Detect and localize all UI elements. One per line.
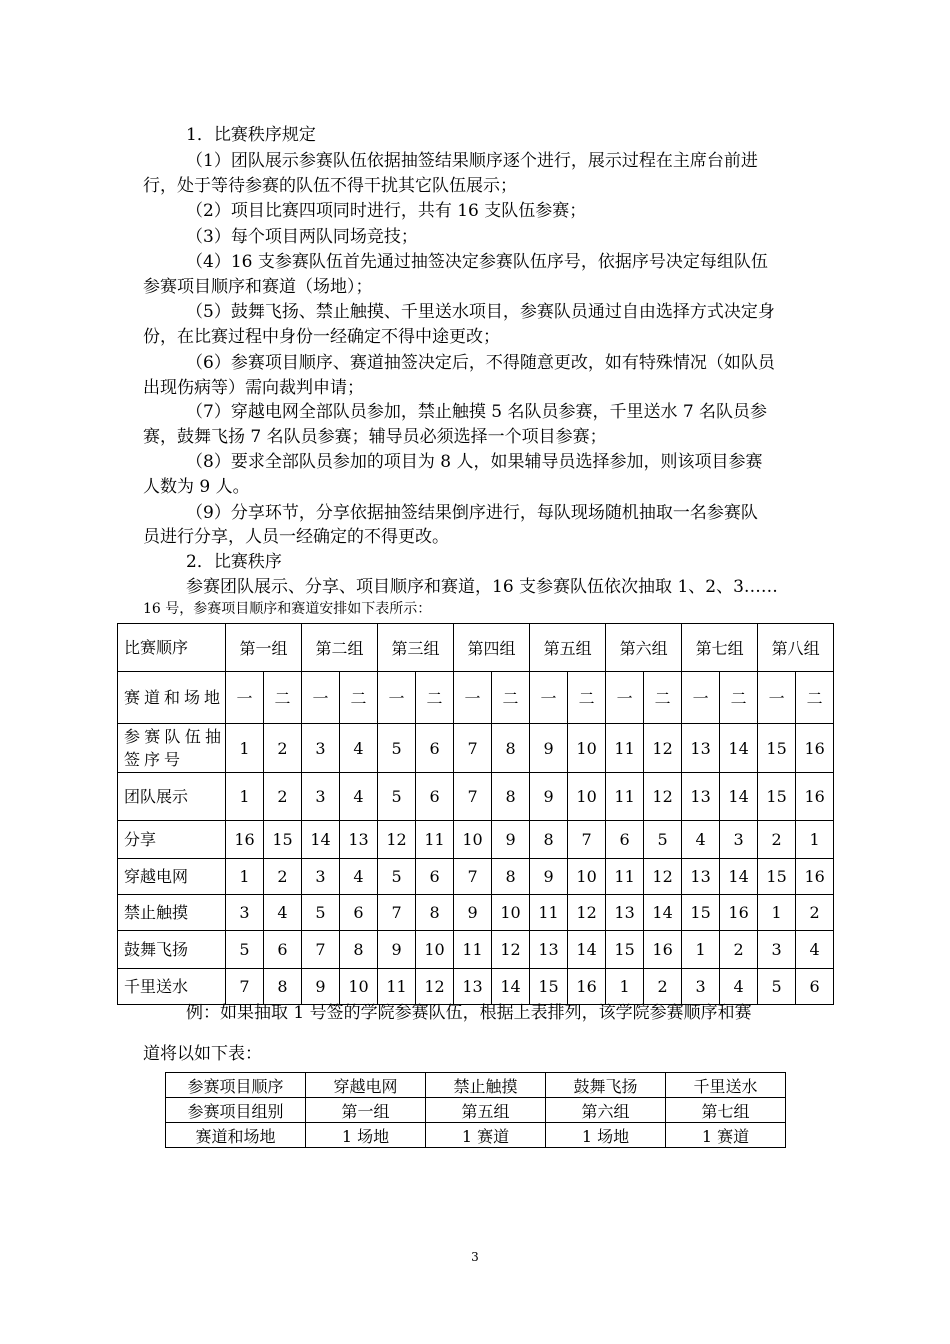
table-cell: 13 [682, 859, 720, 895]
table-cell: 3 [682, 969, 720, 1005]
table-cell: 3 [226, 895, 264, 931]
table-cell: 10 [568, 773, 606, 821]
table-cell: 10 [492, 895, 530, 931]
table-cell: 一 [606, 672, 644, 724]
table-cell: 二 [492, 672, 530, 724]
table-cell: 15 [606, 931, 644, 969]
table-cell: 一 [530, 672, 568, 724]
table-row [118, 724, 834, 773]
table-cell: 11 [454, 931, 492, 969]
paragraph-line: （5）鼓舞飞扬、禁止触摸、千里送水项目，参赛队员通过自由选择方式决定身 [186, 302, 775, 322]
table-cell: 9 [530, 724, 568, 773]
paragraph-line: （3）每个项目两队同场竞技； [186, 227, 418, 247]
table-cell: 10 [568, 859, 606, 895]
example-cell: 参赛项目顺序 [166, 1073, 306, 1098]
table-cell: 6 [416, 724, 454, 773]
table-cell: 一 [758, 672, 796, 724]
table-cell: 7 [302, 931, 340, 969]
table-cell: 13 [682, 724, 720, 773]
table-cell: 7 [454, 724, 492, 773]
table-cell: 2 [796, 895, 834, 931]
table-cell: 14 [720, 724, 758, 773]
table-cell: 16 [644, 931, 682, 969]
table-cell: 2 [264, 724, 302, 773]
table-cell: 4 [340, 859, 378, 895]
table-row [118, 821, 834, 859]
example-table [165, 1072, 786, 1148]
table-cell: 一 [454, 672, 492, 724]
table-cell: 2 [758, 821, 796, 859]
table-cell: 2 [264, 859, 302, 895]
table-cell: 二 [264, 672, 302, 724]
table-cell: 二 [644, 672, 682, 724]
table-cell: 5 [758, 969, 796, 1005]
table-cell: 14 [492, 969, 530, 1005]
paragraph-line: 份，在比赛过程中身份一经确定不得中途更改； [143, 327, 500, 347]
table-cell: 11 [606, 859, 644, 895]
table-cell: 16 [796, 859, 834, 895]
row-label-cell: 团队展示 [118, 773, 226, 821]
table-cell: 6 [416, 773, 454, 821]
group-header-cell: 第五组 [530, 624, 606, 672]
table-cell: 3 [302, 724, 340, 773]
table-cell: 5 [226, 931, 264, 969]
paragraph-line: （8）要求全部队员参加的项目为 8 人，如果辅导员选择参加，则该项目参赛 [186, 452, 763, 472]
table-cell: 9 [530, 859, 568, 895]
table-cell: 2 [720, 931, 758, 969]
table-row [118, 773, 834, 821]
table-cell: 15 [530, 969, 568, 1005]
example-cell: 第一组 [306, 1098, 426, 1123]
table-cell: 8 [492, 859, 530, 895]
table-cell: 7 [226, 969, 264, 1005]
table-cell: 5 [302, 895, 340, 931]
table-cell: 16 [226, 821, 264, 859]
table-cell: 1 [682, 931, 720, 969]
page-number: 3 [471, 1250, 479, 1264]
table-cell: 11 [378, 969, 416, 1005]
table-cell: 8 [530, 821, 568, 859]
table-header-row [118, 624, 834, 672]
schedule-table [117, 623, 834, 1005]
paragraph-line: （6）参赛项目顺序、赛道抽签决定后，不得随意更改，如有特殊情况（如队员 [186, 353, 775, 373]
table-cell: 13 [340, 821, 378, 859]
table-cell: 5 [378, 724, 416, 773]
table-cell: 14 [302, 821, 340, 859]
table-cell: 16 [568, 969, 606, 1005]
table-cell: 5 [378, 859, 416, 895]
group-header-cell: 第一组 [226, 624, 302, 672]
table-cell: 15 [682, 895, 720, 931]
table-cell: 4 [340, 773, 378, 821]
table-cell: 5 [378, 773, 416, 821]
table-row [118, 672, 834, 724]
table-row [118, 859, 834, 895]
table-cell: 3 [302, 773, 340, 821]
example-cell: 1 赛道 [666, 1123, 786, 1148]
example-row [166, 1073, 786, 1098]
example-cell: 禁止触摸 [426, 1073, 546, 1098]
table-cell: 13 [606, 895, 644, 931]
table-cell: 二 [796, 672, 834, 724]
group-header-cell: 第八组 [758, 624, 834, 672]
table-cell: 11 [530, 895, 568, 931]
table-cell: 14 [568, 931, 606, 969]
table-cell: 6 [416, 859, 454, 895]
row-label-cell: 鼓舞飞扬 [118, 931, 226, 969]
table-cell: 16 [796, 724, 834, 773]
example-cell: 鼓舞飞扬 [546, 1073, 666, 1098]
section-heading: 2．比赛秩序 [186, 552, 282, 572]
paragraph-line: （1）团队展示参赛队伍依据抽签结果顺序逐个进行，展示过程在主席台前进 [186, 151, 758, 171]
paragraph-line: 出现伤病等）需向裁判申请； [143, 378, 364, 398]
table-cell: 15 [758, 773, 796, 821]
table-cell: 4 [720, 969, 758, 1005]
table-cell: 1 [796, 821, 834, 859]
table-cell: 9 [302, 969, 340, 1005]
table-cell: 1 [758, 895, 796, 931]
table-cell: 8 [416, 895, 454, 931]
table-cell: 4 [264, 895, 302, 931]
row-label-cell: 穿越电网 [118, 859, 226, 895]
table-cell: 8 [264, 969, 302, 1005]
table-cell: 一 [226, 672, 264, 724]
table-cell: 9 [454, 895, 492, 931]
example-cell: 1 场地 [546, 1123, 666, 1148]
table-cell: 9 [378, 931, 416, 969]
example-cell: 第七组 [666, 1098, 786, 1123]
table-cell: 15 [264, 821, 302, 859]
table-cell: 12 [378, 821, 416, 859]
table-cell: 11 [416, 821, 454, 859]
table-cell: 7 [378, 895, 416, 931]
table-cell: 7 [568, 821, 606, 859]
table-cell: 13 [682, 773, 720, 821]
example-cell: 第五组 [426, 1098, 546, 1123]
paragraph-line: 员进行分享，人员一经确定的不得更改。 [143, 527, 449, 547]
row-label-cell: 参赛队伍抽签序号 [118, 724, 226, 773]
table-cell: 7 [454, 859, 492, 895]
example-cell: 1 赛道 [426, 1123, 546, 1148]
table-cell: 一 [682, 672, 720, 724]
table-cell: 14 [720, 859, 758, 895]
table-cell: 12 [644, 773, 682, 821]
group-header-cell: 第二组 [302, 624, 378, 672]
table-cell: 12 [492, 931, 530, 969]
table-cell: 4 [340, 724, 378, 773]
example-cell: 第六组 [546, 1098, 666, 1123]
table-cell: 6 [340, 895, 378, 931]
example-cell: 千里送水 [666, 1073, 786, 1098]
table-cell: 一 [378, 672, 416, 724]
table-cell: 12 [644, 859, 682, 895]
table-cell: 8 [492, 773, 530, 821]
table-cell: 5 [644, 821, 682, 859]
paragraph-line: （4）16 支参赛队伍首先通过抽签决定参赛队伍序号，依据序号决定每组队伍 [186, 252, 768, 272]
section-heading: 1．比赛秩序规定 [186, 125, 316, 145]
table-cell: 16 [720, 895, 758, 931]
table-cell: 7 [454, 773, 492, 821]
table-row [118, 931, 834, 969]
paragraph-line: 例：如果抽取 1 号签的学院参赛队伍，根据上表排列，该学院参赛顺序和赛 [186, 1003, 752, 1023]
paragraph-line: 参赛团队展示、分享、项目顺序和赛道，16 支参赛队伍依次抽取 1、2、3…… [186, 577, 778, 597]
table-cell: 3 [720, 821, 758, 859]
table-cell: 4 [682, 821, 720, 859]
table-cell: 二 [568, 672, 606, 724]
paragraph-line: 参赛项目顺序和赛道（场地）； [143, 277, 373, 297]
example-row [166, 1098, 786, 1123]
row-label-cell: 禁止触摸 [118, 895, 226, 931]
table-cell: 1 [606, 969, 644, 1005]
table-cell: 6 [796, 969, 834, 1005]
table-cell: 6 [606, 821, 644, 859]
table-cell: 10 [416, 931, 454, 969]
example-cell: 赛道和场地 [166, 1123, 306, 1148]
example-cell: 1 场地 [306, 1123, 426, 1148]
table-cell: 11 [606, 773, 644, 821]
paragraph-line: （9）分享环节，分享依据抽签结果倒序进行，每队现场随机抽取一名参赛队 [186, 503, 758, 523]
paragraph-line: 道将以如下表： [143, 1044, 262, 1064]
table-cell: 13 [454, 969, 492, 1005]
table-cell: 16 [796, 773, 834, 821]
row-label-cell: 千里送水 [118, 969, 226, 1005]
table-cell: 二 [340, 672, 378, 724]
table-cell: 10 [568, 724, 606, 773]
table-cell: 8 [492, 724, 530, 773]
paragraph-line: 人数为 9 人。 [143, 477, 250, 497]
table-cell: 12 [416, 969, 454, 1005]
table-cell: 14 [644, 895, 682, 931]
table-cell: 14 [720, 773, 758, 821]
table-cell: 10 [454, 821, 492, 859]
table-cell: 15 [758, 724, 796, 773]
example-row [166, 1123, 786, 1148]
table-cell: 10 [340, 969, 378, 1005]
table-row [118, 969, 834, 1005]
table-cell: 2 [264, 773, 302, 821]
table-cell: 12 [568, 895, 606, 931]
paragraph-line: 16 号，参赛项目顺序和赛道安排如下表所示： [143, 601, 432, 617]
table-cell: 1 [226, 773, 264, 821]
paragraph-line: 行，处于等待参赛的队伍不得干扰其它队伍展示； [143, 176, 517, 196]
row-label-cell: 赛道和场地 [118, 672, 226, 724]
group-header-cell: 第六组 [606, 624, 682, 672]
table-cell: 1 [226, 724, 264, 773]
group-header-cell: 第七组 [682, 624, 758, 672]
table-cell: 9 [492, 821, 530, 859]
paragraph-line: 赛，鼓舞飞扬 7 名队员参赛；辅导员必须选择一个项目参赛； [143, 427, 607, 447]
group-header-cell: 第四组 [454, 624, 530, 672]
table-cell: 9 [530, 773, 568, 821]
paragraph-line: （2）项目比赛四项同时进行，共有 16 支队伍参赛； [186, 201, 587, 221]
row-label-cell: 分享 [118, 821, 226, 859]
table-cell: 1 [226, 859, 264, 895]
table-cell: 11 [606, 724, 644, 773]
table-cell: 12 [644, 724, 682, 773]
table-cell: 6 [264, 931, 302, 969]
table-cell: 3 [758, 931, 796, 969]
group-header-cell: 第三组 [378, 624, 454, 672]
table-cell: 一 [302, 672, 340, 724]
table-cell: 4 [796, 931, 834, 969]
table-cell: 8 [340, 931, 378, 969]
table-row [118, 895, 834, 931]
table-cell: 2 [644, 969, 682, 1005]
example-cell: 穿越电网 [306, 1073, 426, 1098]
table-cell: 15 [758, 859, 796, 895]
table-cell: 13 [530, 931, 568, 969]
example-cell: 参赛项目组别 [166, 1098, 306, 1123]
paragraph-line: （7）穿越电网全部队员参加，禁止触摸 5 名队员参赛，千里送水 7 名队员参 [186, 402, 768, 422]
table-cell: 二 [720, 672, 758, 724]
table-cell: 二 [416, 672, 454, 724]
table-header-cell: 比赛顺序 [118, 624, 226, 672]
table-cell: 3 [302, 859, 340, 895]
